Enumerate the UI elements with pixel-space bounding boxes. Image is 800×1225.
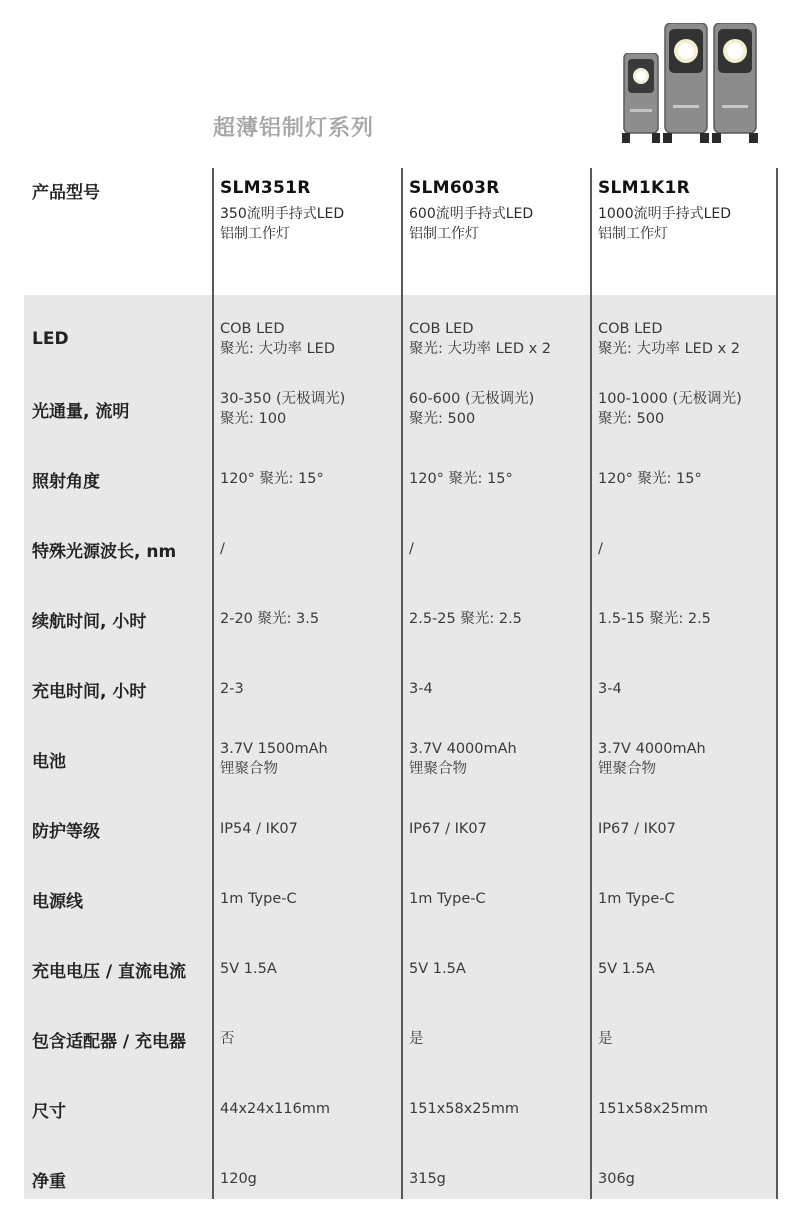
- row-label: 电源线: [32, 891, 83, 912]
- spec-value: 5V 1.5A: [409, 961, 466, 977]
- spec-value: 1.5-15 聚光: 2.5: [598, 611, 711, 627]
- row-label: 尺寸: [32, 1101, 66, 1122]
- spec-value: 120° 聚光: 15°: [598, 471, 702, 487]
- row-label: LED: [32, 329, 69, 349]
- row-label: 充电时间, 小时: [32, 681, 147, 702]
- spec-value: 3.7V 4000mAh 锂聚合物: [598, 741, 706, 777]
- row-label: 电池: [32, 751, 66, 772]
- spec-value: 100-1000 (无极调光) 聚光: 500: [598, 391, 742, 427]
- spec-value: IP67 / IK07: [409, 821, 487, 837]
- product-header-slm603r: [409, 178, 589, 244]
- row-label: 净重: [32, 1171, 66, 1192]
- row-label: 包含适配器 / 充电器: [32, 1031, 187, 1052]
- spec-value: /: [220, 541, 225, 557]
- spec-value: IP54 / IK07: [220, 821, 298, 837]
- product-images: [0, 0, 800, 160]
- column-divider: [590, 168, 592, 1199]
- spec-value: 否: [220, 1031, 235, 1047]
- row-label: 光通量, 流明: [32, 401, 130, 422]
- spec-value: 5V 1.5A: [598, 961, 655, 977]
- work-lamp-small-icon: [622, 53, 660, 143]
- spec-value: COB LED 聚光: 大功率 LED x 2: [409, 321, 552, 357]
- spec-value: 2-20 聚光: 3.5: [220, 611, 320, 627]
- row-label: 充电电压 / 直流电流: [32, 961, 187, 982]
- product-header-slm351r: [220, 178, 400, 244]
- spec-value: /: [409, 541, 414, 557]
- spec-value: 120° 聚光: 15°: [220, 471, 324, 487]
- spec-value: 是: [409, 1031, 424, 1047]
- spec-value: 是: [598, 1031, 613, 1047]
- column-divider: [401, 168, 403, 1199]
- spec-value: 1m Type-C: [598, 891, 675, 907]
- product-description: 350流明手持式LED 铝制工作灯: [220, 206, 345, 242]
- column-divider: [776, 168, 778, 1199]
- spec-value: IP67 / IK07: [598, 821, 676, 837]
- column-divider: [212, 168, 214, 1199]
- spec-value: 120° 聚光: 15°: [409, 471, 513, 487]
- spec-value: 151x58x25mm: [598, 1101, 708, 1117]
- row-label: 照射角度: [32, 471, 100, 492]
- spec-value: 120g: [220, 1171, 257, 1187]
- product-model: SLM1K1R: [598, 178, 691, 198]
- spec-value: 30-350 (无极调光) 聚光: 100: [220, 391, 346, 427]
- spec-value: /: [598, 541, 603, 557]
- row-label: 防护等级: [32, 821, 100, 842]
- series-title: 超薄铝制灯系列: [213, 116, 375, 141]
- spec-value: 44x24x116mm: [220, 1101, 330, 1117]
- spec-value: 315g: [409, 1171, 446, 1187]
- row-label: 特殊光源波长, nm: [32, 541, 177, 562]
- row-label: 续航时间, 小时: [32, 611, 147, 632]
- spec-table: [24, 168, 778, 1199]
- spec-value: 1m Type-C: [409, 891, 486, 907]
- spec-value: 306g: [598, 1171, 635, 1187]
- header-label: 产品型号: [32, 183, 100, 203]
- work-lamp-large-icon: [663, 23, 709, 143]
- spec-value: 1m Type-C: [220, 891, 297, 907]
- product-model: SLM603R: [409, 178, 500, 198]
- spec-value: 3.7V 1500mAh 锂聚合物: [220, 741, 328, 777]
- spec-value: 60-600 (无极调光) 聚光: 500: [409, 391, 535, 427]
- product-model: SLM351R: [220, 178, 311, 198]
- product-description: 1000流明手持式LED 铝制工作灯: [598, 206, 732, 242]
- spec-value: 5V 1.5A: [220, 961, 277, 977]
- spec-value: 2-3: [220, 681, 244, 697]
- work-lamp-large-icon: [712, 23, 758, 143]
- spec-value: 2.5-25 聚光: 2.5: [409, 611, 522, 627]
- spec-value: 3-4: [409, 681, 433, 697]
- spec-value: 3.7V 4000mAh 锂聚合物: [409, 741, 517, 777]
- product-header-slm1k1r: [598, 178, 778, 244]
- spec-value: 151x58x25mm: [409, 1101, 519, 1117]
- product-description: 600流明手持式LED 铝制工作灯: [409, 206, 534, 242]
- spec-value: COB LED 聚光: 大功率 LED: [220, 321, 336, 357]
- spec-value: 3-4: [598, 681, 622, 697]
- spec-value: COB LED 聚光: 大功率 LED x 2: [598, 321, 741, 357]
